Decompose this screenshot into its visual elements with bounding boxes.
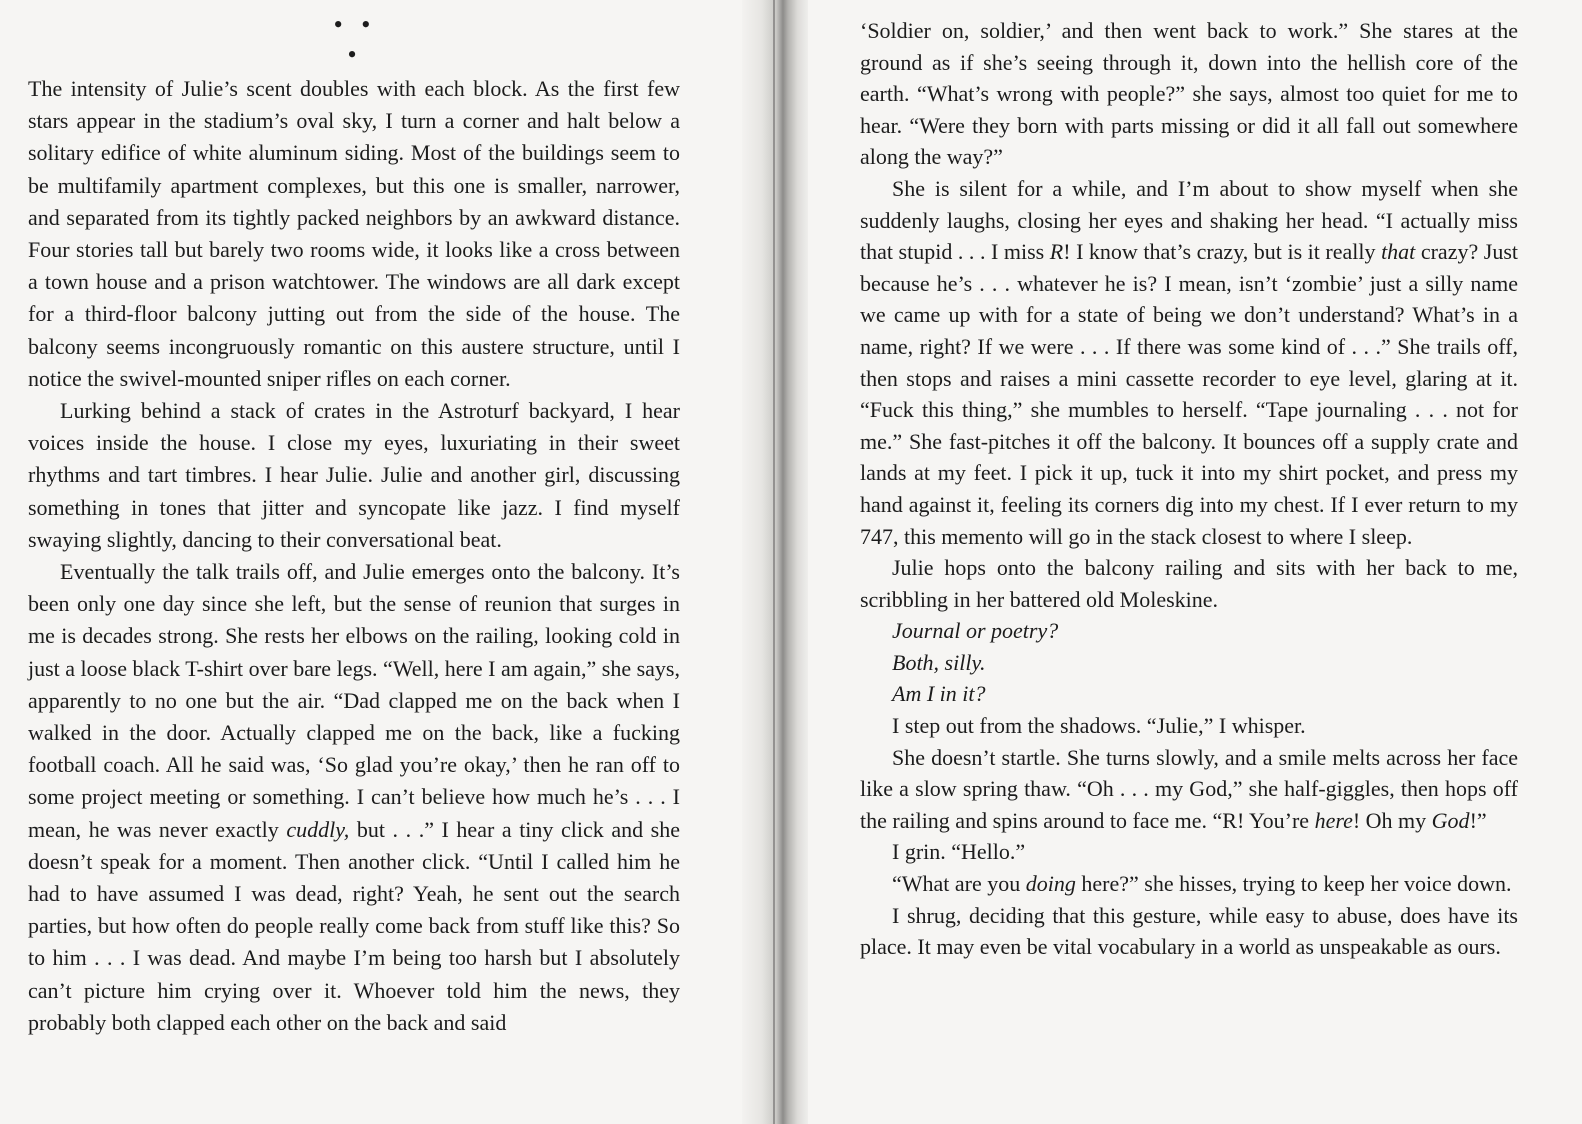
italic-text-run: R [1049,239,1064,265]
text-run: here?” she hisses, trying to keep her voice down. [1075,871,1512,897]
paragraph: The intensity of Julie’s scent doubles with each block. As the first few stars appear in the stadium’s oval sky, I turn a corner and halt below a solitary edifice of white aluminum siding. Most of the buildings seem to be multifamily apartment complexes, but this one is smaller, narrower, and separated from its tightly packed neighbors by an awkward distance. Four stories tall but barely two rooms wide, it looks like a cross between a town house and a prison watchtower. The windows are all dark except for a third-floor balcony jutting out from the side of the house. The balcony seems incongruously romantic on this austere structure, until I notice the swivel-mounted sniper rifles on each corner. [28,76,680,391]
left-page-text [28,73,680,1039]
paragraph [28,556,680,1039]
text-run: She doesn’t startle. She turns slowly, and a smile melts across her face like a slow spring thaw. “Oh . . . my God,” she half-giggles, then hops off the railing and spins around to face me. “R! You’re [860,744,1518,833]
section-break-ornament: • • • [333,10,377,69]
text-run: Eventually the talk trails off, and Julie emerges onto the balcony. It’s been only one day since she left, but the sense of reunion that surges in me is decades strong. She rests her elbows on the railing, looking cold in just a loose black T-shirt over bare legs. “Well, here I am again,” she says, apparently to no one but the air. “Dad clapped me on the back when I walked in the door. Actually clapped me on the back, like a fucking football coach. All he said was, ‘So glad you’re okay,’ then he ran off to some project meeting or something. I can’t believe how much he’s . . . I mean, he was never exactly [28,559,680,842]
paragraph [860,868,1518,900]
left-page [0,0,770,1124]
italic-text-run: God [1431,807,1470,833]
italic-text-run: cuddly, [286,816,350,842]
text-run: ! Oh my [1352,807,1432,833]
text-run: !” [1469,807,1487,833]
text-run: crazy? Just because he’s . . . whatever he is? I mean, isn’t ‘zombie’ just a silly name we came up with for a state of being we don’t understand? What’s in a name, right? If we were . . . If there was some kind of . . .” She trails off, then stops and raises a mini cassette recorder to eye level, glaring at it. “Fuck this thing,” she mumbles to herself. “Tape journaling . . . not for me.” She fast-pitches it off the balcony. It bounces off a supply crate and lands at my feet. I pick it up, tuck it into my shirt pocket, and press my hand against it, feeling its corners dig into my chest. If I ever return to my 747, this memento will go in the stack closest to where I sleep. [860,239,1518,549]
italic-paragraph: Journal or poetry? [892,618,1059,644]
text-run: She is silent for a while, and I’m about to show myself when she suddenly laughs, closing her eyes and shaking her head. “I actually miss that stupid . . . I miss [860,175,1518,265]
paragraph: ‘Soldier on, soldier,’ and then went back to work.” She stares at the ground as if she’s seeing through it, down into the hellish core of the earth. “What’s wrong with people?” she says, almost too quiet for me to hear. “Were they born with parts missing or did it all fall out somewhere along the way?” [860,18,1518,170]
paragraph: I grin. “Hello.” [892,839,1026,865]
paragraph: I shrug, deciding that this gesture, while easy to abuse, does have its place. It may even be vital vocabulary in a world as unspeakable as ours. [860,902,1518,960]
book-gutter [742,0,808,1124]
gutter-shadow-line [773,0,775,1124]
paragraph [860,173,1518,552]
right-page-text [860,15,1518,963]
paragraph [860,742,1518,837]
text-run: but . . .” I hear a tiny click and she doesn’t speak for a moment. Then another click. “Until I called him he had to have assumed I was dead, right? Yeah, he sent out the search parties, but how often do people really come back from stuff like this? So to him . . . I was dead. And maybe I’m being too harsh but I absolutely can’t picture him crying over it. Whoever told him the news, they probably both clapped each other on the back and said [28,816,680,1035]
italic-text-run: that [1381,239,1416,265]
italic-text-run: doing [1025,871,1076,897]
text-run: ! I know that’s crazy, but is it really [1063,239,1382,265]
italic-paragraph: Am I in it? [892,681,986,707]
paragraph: Julie hops onto the balcony railing and sits with her back to me, scribbling in her battered old Moleskine. [860,555,1518,612]
paragraph: I step out from the shadows. “Julie,” I whisper. [892,713,1306,739]
italic-paragraph: Both, silly. [892,649,986,675]
italic-text-run: here [1314,807,1353,833]
paragraph: Lurking behind a stack of crates in the Astroturf backyard, I hear voices inside the house. I close my eyes, luxuriating in their sweet rhythms and tart timbres. I hear Julie. Julie and another girl, discussing something in tones that jitter and syncopate like jazz. I find myself swaying slightly, dancing to their conversational beat. [28,398,680,552]
text-run: “What are you [892,871,1026,897]
